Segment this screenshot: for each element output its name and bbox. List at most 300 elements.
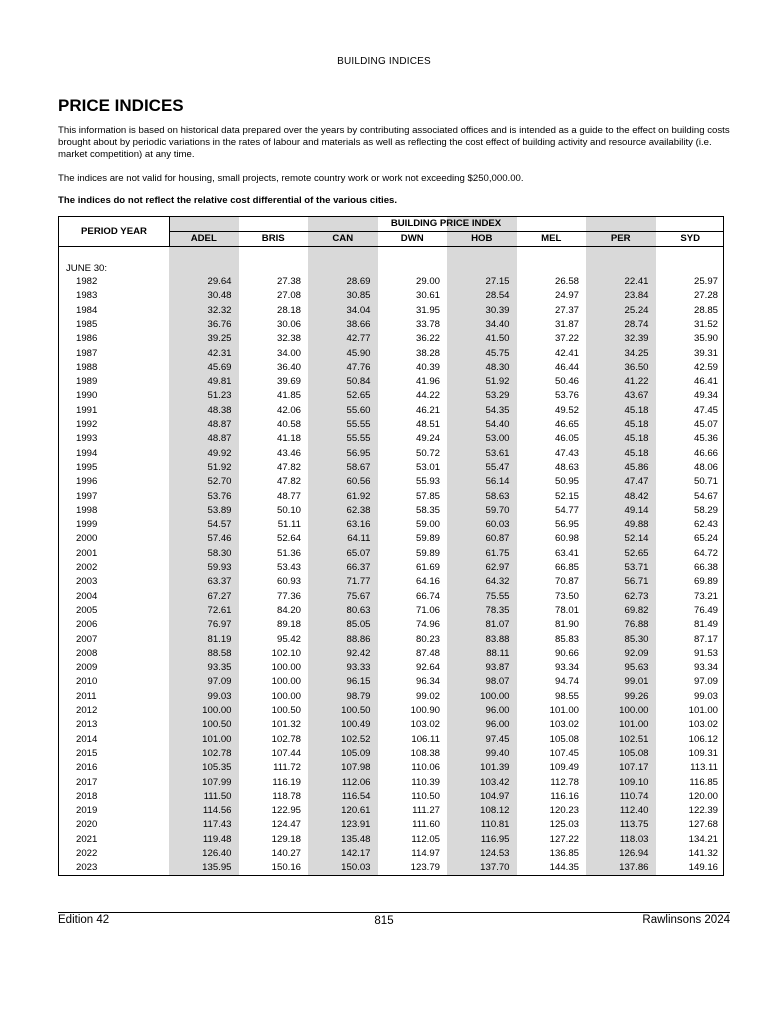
year-cell: 2022 [76,848,98,859]
index-cell-can: 71.77 [346,576,371,588]
index-cell-hob: 41.50 [485,333,510,345]
index-cell-syd: 65.24 [693,533,718,545]
year-cell: 2010 [76,676,98,688]
index-cell-dwn: 49.24 [415,433,440,445]
index-cell-can: 120.61 [341,805,371,817]
table-row [59,675,723,689]
index-cell-mel: 66.85 [554,562,579,573]
table-row [59,690,723,704]
year-cell: 2023 [76,862,98,874]
index-cell-bris: 101.32 [271,719,301,731]
index-cell-dwn: 110.06 [411,762,440,774]
year-cell: 2014 [76,733,98,745]
index-cell-bris: 95.42 [276,633,301,645]
index-cell-can: 45.90 [346,347,371,359]
year-cell: 1983 [76,290,98,302]
year-cell: 1996 [76,476,98,488]
index-cell-bris: 43.46 [276,447,301,459]
index-cell-dwn: 38.28 [415,347,440,359]
index-cell-hob: 100.00 [480,690,510,702]
index-cell-syd: 87.17 [693,633,718,645]
index-cell-per: 53.71 [624,562,649,573]
index-cell-adel: 59.93 [207,562,232,573]
index-cell-bris: 84.20 [276,604,301,616]
index-cell-hob: 53.00 [485,433,510,445]
year-cell: 2020 [76,819,98,831]
index-cell-adel: 135.95 [202,862,232,874]
index-cell-mel: 144.35 [549,862,579,874]
table-row [59,733,723,747]
column-header-bris: BRIS [261,233,285,244]
index-cell-adel: 30.48 [207,290,232,302]
year-cell: 1988 [76,361,98,373]
year-cell: 2011 [76,690,97,702]
index-cell-dwn: 40.39 [415,361,440,373]
index-cell-bris: 40.58 [276,419,301,430]
index-cell-can: 38.66 [346,318,371,330]
index-cell-syd: 73.21 [693,590,718,602]
column-header-rule [59,246,723,247]
table-row [59,332,723,346]
index-cell-adel: 29.64 [207,276,232,287]
index-cell-hob: 27.15 [485,276,510,287]
index-cell-hob: 101.39 [480,762,510,774]
index-cell-bris: 100.00 [271,690,301,702]
index-cell-syd: 116.85 [689,776,718,788]
index-cell-bris: 34.00 [276,347,301,359]
index-cell-can: 105.09 [341,747,371,759]
index-cell-mel: 120.23 [549,805,579,817]
index-cell-can: 85.05 [346,619,371,631]
index-cell-bris: 129.18 [271,833,301,845]
index-cell-per: 41.22 [624,376,649,388]
index-cell-mel: 52.15 [554,490,579,502]
index-cell-per: 32.39 [624,333,649,345]
index-cell-per: 92.09 [624,647,649,659]
index-cell-can: 55.55 [346,433,371,445]
index-cell-can: 65.07 [346,547,371,559]
index-cell-bris: 100.00 [271,676,301,688]
index-cell-syd: 109.31 [688,747,718,759]
index-cell-per: 126.94 [619,848,649,859]
index-cell-mel: 112.78 [550,776,579,788]
year-cell: 1984 [76,304,98,316]
index-cell-syd: 69.89 [693,576,718,588]
index-cell-mel: 56.95 [554,519,579,531]
index-cell-hob: 78.35 [485,604,510,616]
index-cell-mel: 48.63 [554,461,579,473]
index-cell-bris: 27.38 [276,276,301,287]
index-cell-per: 49.14 [624,504,649,516]
page-number: 815 [374,915,394,927]
index-cell-mel: 73.50 [554,590,579,602]
index-cell-per: 49.88 [624,519,649,531]
table-row [59,547,723,561]
index-cell-per: 110.74 [619,790,649,802]
index-cell-hob: 98.07 [485,676,510,688]
index-cell-can: 52.65 [346,390,371,402]
index-cell-adel: 42.31 [207,347,232,359]
table-row [59,475,723,489]
index-cell-mel: 31.87 [554,318,579,330]
index-cell-per: 52.14 [624,533,649,545]
index-cell-mel: 107.45 [549,747,579,759]
index-cell-mel: 63.41 [554,547,579,559]
column-header-syd: SYD [680,233,701,244]
table-row [59,633,723,647]
index-cell-adel: 51.92 [207,461,232,473]
index-cell-bris: 124.47 [271,819,301,831]
year-cell: 2016 [76,762,98,774]
index-cell-per: 137.86 [619,862,649,874]
column-header-mel: MEL [541,233,562,244]
index-cell-can: 88.86 [346,633,371,645]
index-cell-adel: 52.70 [207,476,232,488]
index-cell-mel: 70.87 [554,576,579,588]
year-cell: 2001 [76,547,98,559]
index-cell-per: 36.50 [624,361,649,373]
index-cell-mel: 109.49 [549,762,579,774]
table-row [59,790,723,804]
index-cell-hob: 96.00 [485,719,510,731]
index-cell-bris: 116.19 [272,776,301,788]
table-row [59,747,723,761]
index-cell-per: 85.30 [624,633,649,645]
index-cell-syd: 99.03 [693,690,718,702]
index-cell-hob: 53.61 [485,447,510,459]
index-cell-adel: 100.00 [202,705,232,716]
running-header: BUILDING INDICES [337,56,431,67]
index-cell-dwn: 46.21 [415,404,440,416]
table-row [59,861,723,875]
year-cell: 2005 [76,604,98,616]
index-cell-mel: 116.16 [550,790,579,802]
index-cell-hob: 137.70 [480,862,510,874]
table-row [59,490,723,504]
year-cell: 1995 [76,461,98,473]
index-cell-hob: 34.40 [485,318,510,330]
year-cell: 1991 [76,404,98,416]
index-cell-per: 23.84 [624,290,649,302]
index-cell-can: 34.04 [346,304,371,316]
year-cell: 2000 [76,533,98,545]
index-cell-dwn: 55.93 [415,476,440,488]
index-cell-syd: 28.85 [693,304,718,316]
index-cell-hob: 53.29 [485,390,510,402]
index-cell-bris: 47.82 [276,476,301,488]
index-cell-dwn: 108.38 [410,747,440,759]
table-row [59,704,723,718]
index-cell-adel: 54.57 [207,519,232,531]
index-cell-bris: 28.18 [276,304,301,316]
index-cell-mel: 54.77 [554,504,579,516]
index-cell-mel: 47.43 [554,447,579,459]
index-cell-hob: 64.32 [485,576,510,588]
year-cell: 1989 [76,376,98,388]
index-cell-mel: 105.08 [549,733,579,745]
index-cell-syd: 45.36 [693,433,718,445]
index-cell-per: 45.18 [624,419,649,430]
index-cell-can: 75.67 [346,590,371,602]
index-cell-per: 102.51 [619,733,649,745]
table-row [59,347,723,361]
index-cell-dwn: 64.16 [415,576,440,588]
index-cell-can: 123.91 [341,819,371,831]
column-header-adel: ADEL [190,233,217,244]
index-cell-dwn: 80.23 [415,633,440,645]
index-cell-syd: 31.52 [693,318,718,330]
index-cell-dwn: 59.89 [415,533,440,545]
index-cell-mel: 101.00 [549,705,579,716]
table-row [59,518,723,532]
index-cell-per: 45.18 [624,433,649,445]
index-cell-dwn: 33.78 [415,318,440,330]
table-row [59,532,723,546]
index-cell-bris: 36.40 [276,361,301,373]
index-cell-bris: 150.16 [271,862,301,874]
index-cell-can: 30.85 [346,290,371,302]
index-cell-syd: 97.09 [693,676,718,688]
year-cell: 1998 [76,504,98,516]
index-cell-mel: 127.22 [549,833,579,845]
index-cell-bris: 122.95 [271,805,301,817]
index-cell-hob: 55.47 [485,461,510,473]
year-cell: 1997 [76,490,98,502]
index-cell-per: 112.40 [619,805,649,817]
year-cell: 2017 [76,776,98,788]
index-cell-bris: 53.43 [276,562,301,573]
index-cell-adel: 32.32 [207,304,232,316]
index-cell-dwn: 87.48 [415,647,440,659]
index-cell-adel: 72.61 [207,604,232,616]
index-cell-adel: 36.76 [207,318,232,330]
price-index-table [58,216,724,876]
index-cell-mel: 98.55 [554,690,579,702]
index-cell-hob: 28.54 [485,290,510,302]
index-cell-mel: 90.66 [554,647,579,659]
index-cell-syd: 66.38 [693,562,718,573]
index-cell-syd: 81.49 [693,619,718,631]
validity-note: The indices are not valid for housing, small projects, remote country work or work not exceeding $250,000.00. [58,173,524,184]
index-cell-per: 56.71 [624,576,649,588]
index-cell-mel: 78.01 [554,604,579,616]
index-cell-mel: 50.46 [554,376,579,388]
index-cell-per: 76.88 [624,619,649,631]
index-cell-per: 43.67 [624,390,649,402]
index-cell-dwn: 66.74 [415,590,440,602]
year-cell: 2018 [76,790,98,802]
year-cell: 2021 [76,833,98,845]
index-cell-mel: 46.05 [554,433,579,445]
index-cell-hob: 103.42 [480,776,510,788]
index-cell-can: 93.33 [346,662,371,674]
index-cell-per: 45.18 [624,447,649,459]
index-cell-adel: 67.27 [207,590,232,602]
table-row [59,561,723,575]
index-cell-hob: 51.92 [485,376,510,388]
index-cell-hob: 108.12 [480,805,510,817]
index-cell-syd: 46.66 [693,447,718,459]
index-cell-syd: 35.90 [693,333,718,345]
index-cell-dwn: 99.02 [415,690,440,702]
index-cell-dwn: 31.95 [415,304,440,316]
index-cell-per: 99.01 [624,676,649,688]
index-cell-adel: 53.89 [207,504,232,516]
index-cell-dwn: 103.02 [410,719,440,731]
index-cell-bris: 52.64 [276,533,301,545]
index-cell-bris: 51.11 [277,519,301,531]
index-cell-mel: 37.22 [554,333,579,345]
index-cell-syd: 47.45 [693,404,718,416]
table-row [59,318,723,332]
index-cell-adel: 101.00 [202,733,232,745]
index-cell-hob: 60.03 [485,519,510,531]
index-cell-syd: 54.67 [693,490,718,502]
table-row [59,504,723,518]
index-cell-dwn: 123.79 [410,862,440,874]
index-cell-syd: 113.11 [690,762,718,774]
index-cell-can: 112.06 [341,776,371,788]
index-cell-dwn: 61.69 [415,562,440,573]
index-cell-can: 60.56 [346,476,371,488]
index-cell-dwn: 96.34 [415,676,440,688]
index-cell-per: 69.82 [624,604,649,616]
index-cell-dwn: 111.60 [412,819,440,831]
index-cell-dwn: 41.96 [415,376,440,388]
index-cell-dwn: 29.00 [415,276,440,287]
index-cell-hob: 54.35 [485,404,510,416]
index-cell-syd: 64.72 [693,547,718,559]
index-cell-per: 118.03 [619,833,649,845]
index-cell-syd: 106.12 [688,733,718,745]
index-cell-syd: 141.32 [688,848,718,859]
index-cell-dwn: 59.00 [415,519,440,531]
index-cell-syd: 134.21 [688,833,718,845]
index-cell-adel: 58.30 [207,547,232,559]
index-cell-bris: 32.38 [276,333,301,345]
index-cell-adel: 45.69 [207,361,232,373]
index-cell-dwn: 44.22 [415,390,440,402]
table-row [59,404,723,418]
index-cell-bris: 100.50 [271,705,301,716]
period-year-header: PERIOD YEAR [59,217,169,246]
year-cell: 2007 [76,633,98,645]
table-row [59,647,723,661]
index-cell-dwn: 112.05 [411,833,440,845]
index-cell-dwn: 71.06 [415,604,440,616]
index-cell-adel: 111.50 [203,790,232,802]
index-cell-syd: 48.06 [693,461,718,473]
index-cell-can: 47.76 [346,361,371,373]
page-title: PRICE INDICES [58,96,184,115]
index-cell-can: 64.11 [347,533,371,545]
index-cell-per: 34.25 [624,347,649,359]
table-row [59,718,723,732]
table-row [59,389,723,403]
table-row [59,833,723,847]
index-cell-can: 135.48 [341,833,371,845]
table-row [59,575,723,589]
index-cell-per: 62.73 [624,590,649,602]
year-cell: 2009 [76,662,98,674]
index-cell-syd: 76.49 [693,604,718,616]
index-cell-can: 61.92 [346,490,371,502]
index-cell-per: 95.63 [624,662,649,674]
year-cell: 1987 [76,347,98,359]
index-cell-syd: 62.43 [693,519,718,531]
index-cell-syd: 46.41 [693,376,718,388]
column-header-hob: HOB [471,233,493,244]
index-cell-hob: 81.07 [485,619,510,631]
index-cell-dwn: 74.96 [415,619,440,631]
index-cell-can: 56.95 [346,447,371,459]
index-cell-adel: 48.87 [207,419,232,430]
index-cell-adel: 97.09 [207,676,232,688]
index-cell-syd: 58.29 [693,504,718,516]
index-cell-adel: 49.81 [207,376,232,388]
index-cell-syd: 39.31 [693,347,718,359]
index-cell-per: 101.00 [619,719,649,731]
index-cell-per: 28.74 [624,318,649,330]
index-cell-adel: 48.87 [207,433,232,445]
index-cell-dwn: 53.01 [415,461,440,473]
index-cell-per: 22.41 [624,276,649,287]
index-cell-dwn: 30.61 [415,290,440,302]
index-cell-mel: 24.97 [554,290,579,302]
table-row [59,604,723,618]
index-cell-per: 45.86 [624,461,649,473]
index-cell-per: 105.08 [619,747,649,759]
index-cell-bris: 48.77 [276,490,301,502]
year-cell: 2003 [76,576,98,588]
table-row [59,661,723,675]
index-cell-adel: 81.19 [207,633,232,645]
index-cell-hob: 60.87 [485,533,510,545]
index-cell-hob: 48.30 [485,361,510,373]
index-cell-bris: 41.85 [276,390,301,402]
index-cell-syd: 101.00 [688,705,718,716]
index-cell-mel: 42.41 [554,347,579,359]
index-cell-can: 66.37 [346,562,371,573]
index-cell-adel: 100.50 [202,719,232,731]
index-cell-adel: 88.58 [207,647,232,659]
index-cell-can: 55.55 [346,419,371,430]
index-cell-bris: 107.44 [271,747,301,759]
index-cell-hob: 45.75 [485,347,510,359]
index-cell-mel: 136.85 [549,848,579,859]
index-cell-can: 96.15 [346,676,371,688]
table-row [59,289,723,303]
index-cell-syd: 93.34 [693,662,718,674]
index-cell-mel: 46.65 [554,419,579,430]
publisher-label: Rawlinsons 2024 [642,914,730,926]
index-cell-dwn: 114.97 [411,848,440,859]
edition-label: Edition 42 [58,914,110,926]
index-cell-can: 80.63 [346,604,371,616]
index-cell-adel: 48.38 [207,404,232,416]
index-cell-dwn: 57.85 [415,490,440,502]
index-cell-adel: 39.25 [207,333,232,345]
index-cell-can: 102.52 [341,733,371,745]
column-header-dwn: DWN [400,233,424,244]
index-cell-per: 113.75 [619,819,649,831]
index-cell-mel: 53.76 [554,390,579,402]
index-cell-adel: 126.40 [202,848,232,859]
differential-note: The indices do not reflect the relative cost differential of the various cities. [58,195,398,206]
index-cell-hob: 75.55 [485,590,510,602]
index-cell-syd: 49.34 [693,390,718,402]
building-price-index-header: BUILDING PRICE INDEX [390,218,502,229]
